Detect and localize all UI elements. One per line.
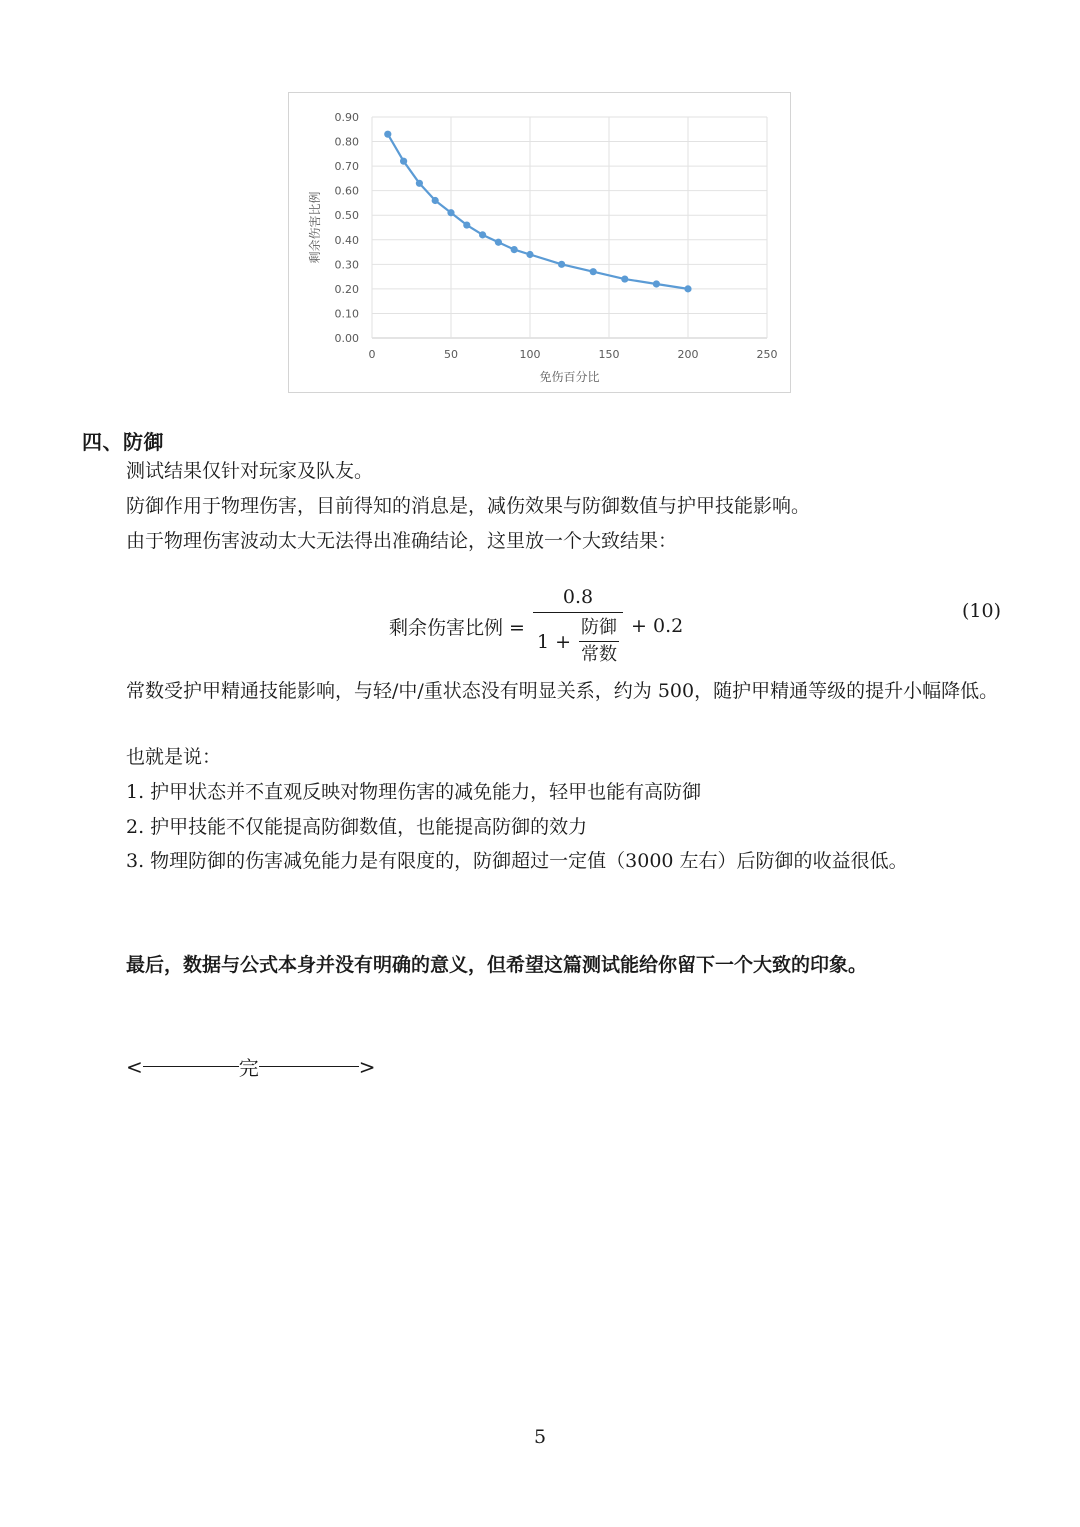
data-point (400, 158, 407, 165)
x-tick-label: 0 (368, 348, 376, 361)
chart-frame (288, 92, 791, 393)
data-point (447, 209, 454, 216)
data-point (479, 231, 486, 238)
equation-number: (10) (962, 600, 1002, 622)
y-tick-label: 0.50 (334, 209, 359, 223)
paragraph-defense-effect: 防御作用于物理伤害，目前得知的消息是，减伤效果与防御数值与护甲技能影响。 (126, 495, 811, 517)
data-point (684, 285, 691, 292)
end-marker-left: < (126, 1054, 143, 1079)
fraction-numerator: 0.8 (562, 586, 594, 608)
y-tick-label: 0.20 (334, 282, 359, 296)
x-tick-label: 100 (519, 348, 541, 361)
paragraph-scope: 测试结果仅针对玩家及队友。 (126, 460, 374, 482)
data-point (511, 246, 518, 253)
fraction-denominator (533, 612, 623, 666)
data-point (495, 239, 502, 246)
y-tick-label: 0.40 (334, 233, 359, 247)
inner-fraction (579, 617, 619, 666)
end-marker-center: 完 (238, 1056, 259, 1080)
list-item-1: 1. 护甲状态并不直观反映对物理伤害的减免能力，轻甲也能有高防御 (126, 781, 702, 803)
end-marker-right: > (358, 1054, 376, 1079)
y-tick-label: 0.30 (334, 258, 359, 272)
y-tick-label: 0.10 (334, 307, 359, 321)
paragraph-constant: 常数受护甲精通技能影响，与轻/中/重状态没有明显关系，约为 500，随护甲精通等级的提升小幅降低。 (126, 680, 999, 702)
denominator-one-plus: 1 + (536, 630, 572, 653)
line-chart (289, 93, 792, 394)
y-tick-label: 0.00 (334, 332, 359, 345)
y-tick-label: 0.90 (334, 111, 359, 124)
inner-denominator: 常数 (579, 641, 619, 666)
series-line (388, 134, 688, 289)
y-tick-label: 0.60 (334, 184, 359, 198)
data-point (432, 197, 439, 204)
x-tick-label: 200 (677, 348, 699, 361)
page-number: 5 (533, 1426, 547, 1448)
x-tick-label: 150 (598, 348, 620, 361)
equation (0, 580, 1080, 672)
data-point (621, 275, 628, 282)
equation-plus-term: + 0.2 (631, 615, 684, 637)
data-point (526, 251, 533, 258)
list-item-3: 3. 物理防御的伤害减免能力是有限度的，防御超过一定值（3000 左右）后防御的收益很低。 (126, 850, 908, 872)
y-axis-title: 剩余伤害比例 (308, 191, 322, 264)
data-point (558, 261, 565, 268)
section-title: 四、防御 (82, 430, 164, 454)
paragraph-approx-result: 由于物理伤害波动太大无法得出准确结论，这里放一个大致结果： (126, 530, 678, 552)
y-tick-label: 0.80 (334, 135, 359, 149)
end-marker-line-left (143, 1066, 239, 1067)
data-point (653, 280, 660, 287)
data-point (416, 180, 423, 187)
inner-numerator: 防御 (581, 617, 618, 638)
data-point (590, 268, 597, 275)
data-point (384, 131, 391, 138)
equation-lhs: 剩余伤害比例 = (389, 616, 525, 639)
x-tick-label: 250 (756, 348, 778, 361)
main-fraction (533, 586, 623, 666)
end-marker (126, 1052, 376, 1081)
y-tick-label: 0.70 (334, 160, 359, 174)
end-marker-line-right (259, 1066, 359, 1067)
x-axis-title: 免伤百分比 (539, 370, 600, 384)
list-item-2: 2. 护甲技能不仅能提高防御数值，也能提高防御的效力 (126, 816, 588, 838)
paragraph-that-is: 也就是说： (126, 746, 222, 768)
x-tick-label: 50 (444, 348, 458, 361)
closing-remark: 最后，数据与公式本身并没有明确的意义，但希望这篇测试能给你留下一个大致的印象。 (126, 954, 868, 976)
data-point (463, 221, 470, 228)
